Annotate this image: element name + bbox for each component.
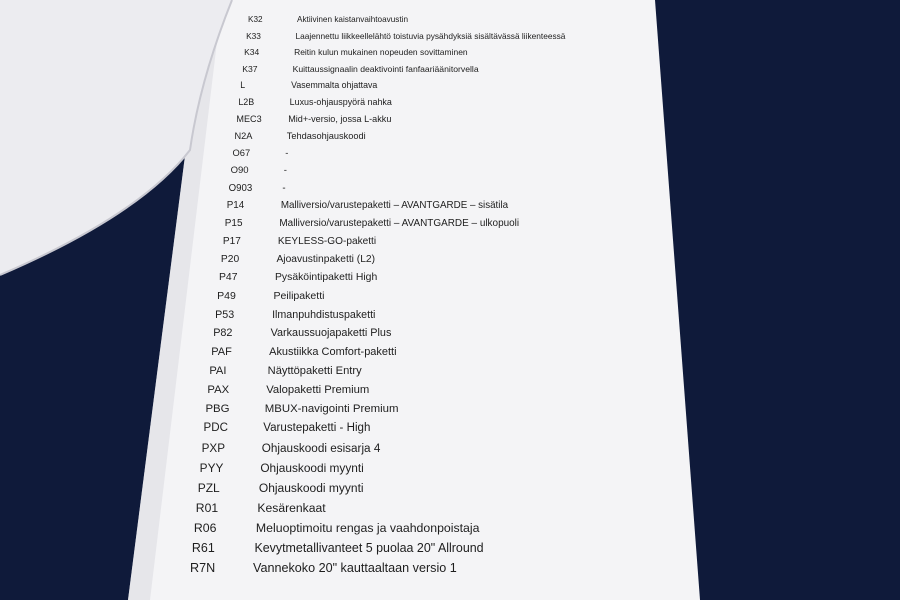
option-code: O67 bbox=[232, 147, 251, 158]
option-description: Valopaketti Premium bbox=[266, 383, 370, 396]
option-description: Varkaussuojapaketti Plus bbox=[270, 327, 392, 340]
option-description: Ajoavustinpaketti (L2) bbox=[276, 253, 376, 265]
option-description: Näyttöpaketti Entry bbox=[267, 364, 362, 377]
option-description: Aktiivinen kaistanvaihtoavustin bbox=[297, 15, 409, 25]
option-description: Varustepaketti - High bbox=[263, 422, 371, 435]
option-code: R06 bbox=[193, 520, 217, 535]
option-description: Meluoptimoitu rengas ja vaahdonpoistaja bbox=[255, 520, 480, 535]
option-description: Pysäköintipaketti High bbox=[275, 271, 378, 283]
option-code: PXP bbox=[201, 441, 226, 455]
option-description: Laajennettu liikkeellelähtö toistuvia pysähdyksiä sisältävässä liikenteessä bbox=[295, 31, 566, 42]
option-code: P15 bbox=[224, 217, 243, 229]
option-description: Vannekoko 20" kauttaaltaan versio 1 bbox=[253, 561, 457, 576]
option-description: Ilmanpuhdistuspaketti bbox=[272, 308, 376, 321]
option-description: Reitin kulun mukainen nopeuden sovittaminen bbox=[294, 47, 468, 58]
option-code: R61 bbox=[191, 541, 215, 556]
option-code: K33 bbox=[246, 31, 261, 42]
option-description: Luxus-ohjauspyörä nahka bbox=[289, 96, 392, 107]
option-code: P47 bbox=[219, 271, 238, 283]
option-description: Peilipaketti bbox=[273, 290, 325, 303]
option-description: Ohjauskoodi myynti bbox=[260, 461, 364, 476]
option-description: Malliversio/varustepaketti – AVANTGARDE – ulkopuoli bbox=[279, 217, 520, 229]
option-code: P49 bbox=[217, 290, 236, 303]
option-description: Mid+-versio, jossa L-akku bbox=[288, 113, 392, 124]
option-code: PZL bbox=[197, 480, 220, 495]
option-code: PAI bbox=[209, 364, 227, 377]
option-code: PBG bbox=[205, 402, 230, 415]
option-code: P17 bbox=[222, 235, 241, 247]
option-code: R01 bbox=[195, 500, 219, 515]
option-description: Kevytmetallivanteet 5 puolaa 20" Allround bbox=[254, 541, 484, 556]
option-code: P82 bbox=[213, 327, 233, 340]
option-description: Ohjauskoodi esisarja 4 bbox=[261, 441, 381, 455]
option-code: O903 bbox=[228, 182, 253, 194]
option-code: K34 bbox=[244, 47, 260, 58]
option-code: L bbox=[240, 80, 246, 91]
option-code: P20 bbox=[220, 253, 240, 265]
option-code: PAF bbox=[211, 345, 232, 358]
option-code: PYY bbox=[199, 461, 224, 476]
option-description: MBUX-navigointi Premium bbox=[264, 402, 399, 415]
option-code: MEC3 bbox=[236, 113, 262, 124]
option-code: O90 bbox=[230, 165, 249, 177]
option-description: - bbox=[282, 182, 286, 194]
option-code: R7N bbox=[190, 561, 216, 576]
option-code: P14 bbox=[226, 200, 245, 212]
option-code: PAX bbox=[207, 383, 230, 396]
option-code: PDC bbox=[203, 422, 228, 435]
option-code: L2B bbox=[238, 96, 255, 107]
option-code: P53 bbox=[215, 308, 235, 321]
option-description: Malliversio/varustepaketti – AVANTGARDE – sisätila bbox=[280, 200, 509, 212]
option-description: Ohjauskoodi myynti bbox=[258, 480, 364, 495]
option-description: - bbox=[283, 165, 287, 177]
option-description: Tehdasohjauskoodi bbox=[286, 130, 366, 141]
option-description: Akustiikka Comfort-paketti bbox=[269, 345, 397, 358]
option-code: K37 bbox=[242, 63, 258, 74]
option-description: KEYLESS-GO-paketti bbox=[277, 235, 377, 247]
option-description: Kesärenkaat bbox=[257, 500, 326, 515]
option-description: - bbox=[285, 147, 289, 158]
option-code: K32 bbox=[248, 15, 263, 25]
option-description: Vasemmalta ohjattava bbox=[291, 80, 378, 91]
option-description: Kuittaussignaalin deaktivointi fanfaariäänitorvella bbox=[292, 63, 479, 74]
option-code: N2A bbox=[234, 130, 253, 141]
